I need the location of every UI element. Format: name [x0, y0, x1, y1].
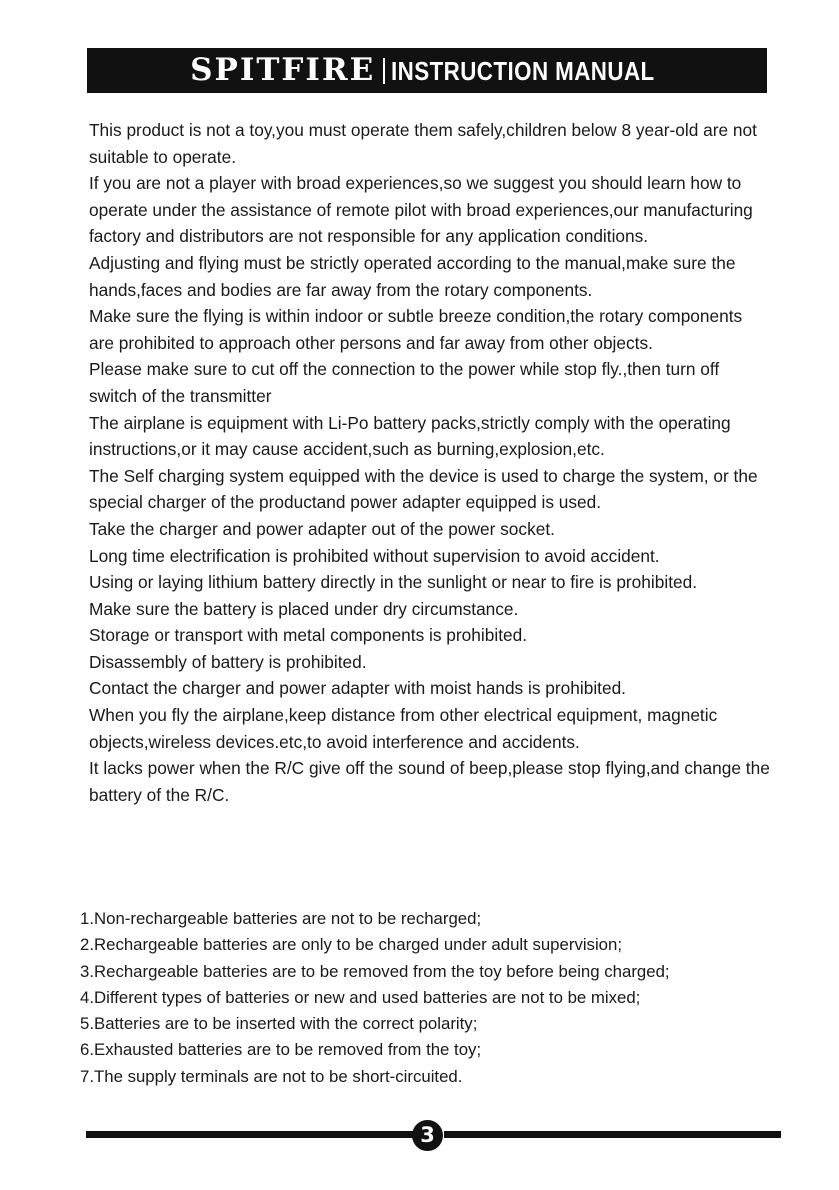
title-banner	[87, 48, 767, 93]
paragraph-flying-condition: Make sure the flying is within indoor or subtle breeze condition,the rotary components are prohibited to approach other persons and far away from other objects.	[89, 306, 743, 353]
paragraph-low-power: It lacks power when the R/C give off the sound of beep,please stop flying,and change the battery of the R/C.	[89, 758, 770, 805]
paragraph-disassembly: Disassembly of battery is prohibited.	[89, 651, 367, 672]
list-item: 1.Non-rechargeable batteries are not to be recharged;	[80, 909, 482, 928]
title-divider	[383, 58, 385, 84]
paragraph-sunlight: Using or laying lithium battery directly in the sunlight or near to fire is prohibited.	[89, 572, 698, 593]
paragraph-power-off: Please make sure to cut off the connection to the power while stop fly.,then turn off switch of the transmitter	[89, 359, 720, 406]
paragraph-not-a-toy: This product is not a toy,you must operate them safely,children below 8 year-old are not suitable to operate.	[89, 120, 757, 167]
list-item: 5.Batteries are to be inserted with the correct polarity;	[80, 1014, 478, 1034]
paragraph-unplug: Take the charger and power adapter out of the power socket.	[89, 518, 555, 539]
paragraph-experience: If you are not a player with broad experiences,so we suggest you should learn how to operate under the assistance of remote pilot with broad experiences,our manufacturing factory and distributors are not responsible for any application conditions.	[89, 173, 753, 247]
paragraph-charging-system: The Self charging system equipped with the device is used to charge the system, or the special charger of the productand power adapter equipped is used.	[89, 465, 758, 513]
paragraph-electrification: Long time electrification is prohibited without supervision to avoid accident.	[89, 545, 660, 566]
manual-subtitle: INSTRUCTION MANUAL	[391, 55, 655, 86]
brand-title: SPITFIRE	[190, 52, 376, 88]
list-item: 4.Different types of batteries or new and used batteries are not to be mixed;	[80, 987, 641, 1007]
paragraph-adjusting: Adjusting and flying must be strictly operated according to the manual,make sure the hands,faces and bodies are far away from the rotary components.	[89, 252, 736, 300]
paragraph-interference: When you fly the airplane,keep distance from other electrical equipment, magnetic objects,wireless devices.etc,to avoid interference and accidents.	[89, 705, 718, 752]
paragraph-moist-hands: Contact the charger and power adapter with moist hands is prohibited.	[89, 678, 626, 699]
list-item: 2.Rechargeable batteries are only to be charged under adult supervision;	[80, 935, 623, 955]
paragraph-dry: Make sure the battery is placed under dry circumstance.	[89, 598, 519, 619]
battery-rules-list	[80, 906, 770, 1090]
safety-instructions	[89, 117, 771, 808]
list-item: 6.Exhausted batteries are to be removed from the toy;	[80, 1040, 482, 1060]
list-item: 3.Rechargeable batteries are to be removed from the toy before being charged;	[80, 961, 670, 981]
paragraph-lipo: The airplane is equipment with Li-Po battery packs,strictly comply with the operating instructions,or it may cause accident,such as burning,explosion,etc.	[89, 412, 731, 460]
page-number-badge: 3	[412, 1120, 443, 1151]
footer-rule-left	[86, 1131, 416, 1138]
list-item: 7.The supply terminals are not to be short-circuited.	[80, 1066, 463, 1086]
paragraph-metal: Storage or transport with metal components is prohibited.	[89, 625, 528, 646]
footer-rule-right	[444, 1131, 781, 1138]
